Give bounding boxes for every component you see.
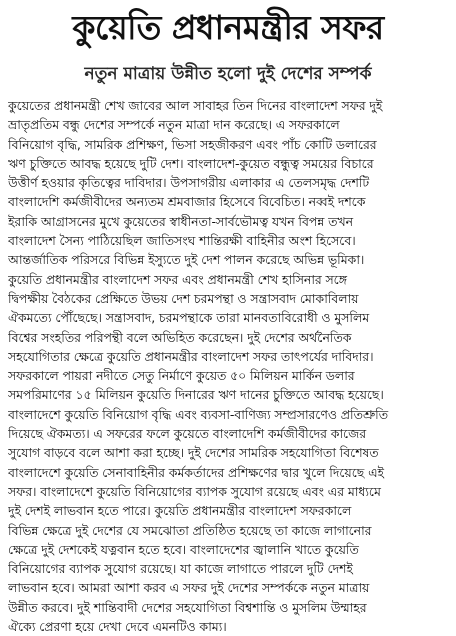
body-line: বিনিয়োগের ব্যাপক সুযোগ রয়েছে। যা কাজে লাগাতে পারলে দুটি দেশই <box>8 561 353 577</box>
article-body <box>8 96 452 636</box>
body-line: লাভবান হবে। আমরা আশা করব এ সফর দুই দেশের সম্পর্ককে নতুন মাত্রায় <box>8 580 370 596</box>
body-line: দিয়েছে ঐকমত্য। এ সফরের ফলে কুয়েতে বাংলাদেশি কর্মজীবীদের কাজের <box>8 426 367 442</box>
body-line: ক্ষেত্রে দুই দেশকেই যত্নবান হতে হবে। বাংলাদেশের জ্বালানি খাতে কুয়েতি <box>8 541 359 557</box>
body-line: বিভিন্ন ক্ষেত্রে দুই দেশের যে সমঝোতা প্রতিষ্ঠিত হয়েছে তা কাজে লাগানোর <box>8 522 372 538</box>
subheadline: নতুন মাত্রায় উন্নীত হলো দুই দেশের সম্পর্ক <box>84 64 372 84</box>
body-line: সমপরিমাণের ১৫ মিলিয়ন কুয়েতি দিনারের ঋণ দানের চুক্তিতে আবদ্ধ হয়েছে। <box>8 387 384 403</box>
body-line: বাংলাদেশে কুয়েতি বিনিয়োগ বৃদ্ধি এবং ব্যবসা-বাণিজ্য সম্প্রসারণেও প্রতিশ্রুতি <box>8 406 389 422</box>
body-line: বাংলাদেশে কুয়েতি সেনাবাহিনীর কর্মকর্তাদের প্রশিক্ষণের দ্বার খুলে দিয়েছে এই <box>8 464 384 480</box>
body-line: দুই দেশই লাভবান হতে পারে। কুয়েতি প্রধানমন্ত্রীর বাংলাদেশ সফরকালে <box>8 503 352 519</box>
body-line: কুয়েতি প্রধানমন্ত্রীর বাংলাদেশ সফর এবং প্রধানমন্ত্রী শেখ হাসিনার সঙ্গে <box>8 271 347 287</box>
body-line: ঋণ চুক্তিতে আবদ্ধ হয়েছে দুটি দেশ। বাংলাদেশ-কুয়েত বন্ধুত্ব সময়ের বিচারে <box>8 155 374 171</box>
body-line: কুয়েতের প্রধানমন্ত্রী শেখ জাবের আল সাবাহর তিন দিনের বাংলাদেশ সফর দুই <box>8 98 383 113</box>
body-line: সফরকালে পায়রা নদীতে সেতু নির্মাণে কুয়েত ৫০ মিলিয়ন মার্কিন ডলার <box>8 368 355 384</box>
body-line: বাংলাদেশ সৈন্য পাঠিয়েছিল জাতিসংঘ শান্তিরক্ষী বাহিনীর অংশ হিসেবে। <box>8 233 356 249</box>
body-line: সহযোগিতার ক্ষেত্রে কুয়েতি প্রধানমন্ত্রীর বাংলাদেশ সফর তাৎপর্যের দাবিদার। <box>8 348 374 364</box>
body-line: ঐক্যে প্রেরণা হয়ে দেখা দেবে এমনটিও কাম্য। <box>8 619 227 635</box>
body-line: বিশ্বের সংহতির পরিপন্থী বলে অভিহিত করেছেন। দুই দেশের অর্থনৈতিক <box>8 329 352 345</box>
body-line: বাংলাদেশি কর্মজীবীদের অন্যতম শ্রমবাজার হিসেবে বিবেচিত। নব্বই দশকে <box>8 194 366 210</box>
body-line: উন্নীত করবে। দুই শান্তিবাদী দেশের সহযোগিতা বিশ্বশান্তি ও মুসলিম উম্মাহর <box>8 599 367 615</box>
body-line: ভ্রাতৃপ্রতিম বন্ধু দেশের সম্পর্কে নতুন মাত্রা দান করেছে। এ সফরকালে <box>8 117 340 133</box>
body-line: ইরাকি আগ্রাসনের মুখে কুয়েতের স্বাধীনতা-সার্বভৌমত্ব যখন বিপন্ন তখন <box>8 213 353 229</box>
body-line: সফর। বাংলাদেশে কুয়েতি বিনিয়োগের ব্যাপক সুযোগ রয়েছে এবং এর মাধ্যমে <box>8 483 381 499</box>
body-line: বিনিয়োগ বৃদ্ধি, সামরিক প্রশিক্ষণ, ভিসা সহজীকরণ এবং পাঁচ কোটি ডলারের <box>8 136 377 152</box>
headline: কুয়েতি প্রধানমন্ত্রীর সফর <box>72 8 384 47</box>
body-line: দ্বিপক্ষীয় বৈঠকের প্রেক্ষিতে উভয় দেশ চরমপন্থা ও সন্ত্রাসবাদ মোকাবিলায় <box>8 290 359 306</box>
body-line: সুযোগ বাড়বে বলে আশা করা হচ্ছে। দুই দেশের সামরিক সহযোগিতা বিশেষত <box>8 445 379 461</box>
body-line: ঐকমত্যে পৌঁছেছে। সন্ত্রাসবাদ, চরমপন্থাকে তারা মানবতাবিরোধী ও মুসলিম <box>8 310 370 326</box>
body-line: উত্তীর্ণ হওয়ার কৃতিত্বের দাবিদার। উপসাগরীয় এলাকার এ তেলসমৃদ্ধ দেশটি <box>8 175 370 191</box>
body-line: আন্তর্জাতিক পরিসরে বিভিন্ন ইস্যুতে দুই দেশ পালন করেছে অভিন্ন ভূমিকা। <box>8 252 365 268</box>
